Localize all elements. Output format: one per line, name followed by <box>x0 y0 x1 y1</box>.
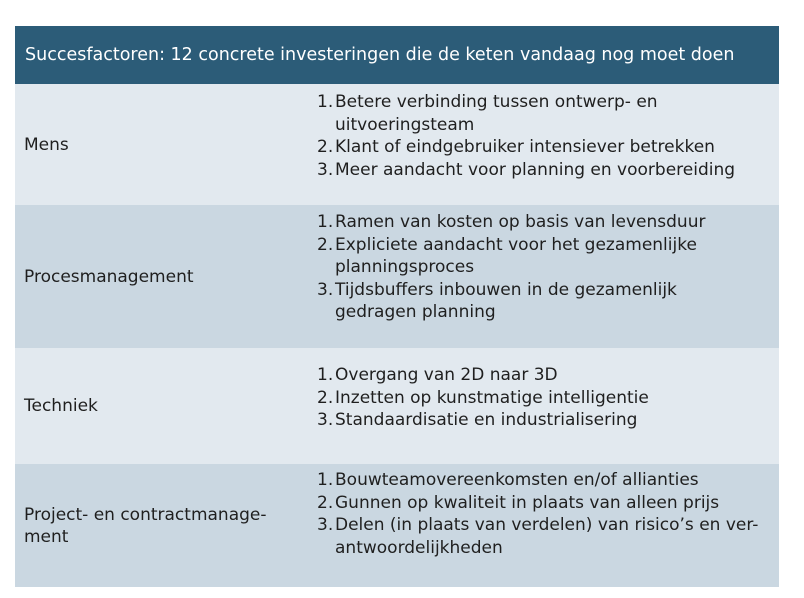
item-text: Expliciete aandacht voor het gezamenlijke <box>335 234 697 255</box>
item-number: 2. <box>317 492 334 513</box>
category-label-line: Project- en contractmanage- <box>24 504 267 525</box>
item-text: planningsproces <box>335 257 475 277</box>
success-factors-table <box>15 26 779 587</box>
list-item <box>317 211 777 234</box>
list-item <box>317 364 777 387</box>
item-text: gedragen planning <box>335 302 496 322</box>
list-item <box>317 492 777 515</box>
item-number: 2. <box>317 137 334 157</box>
item-number: 1. <box>317 212 334 232</box>
item-text: Standaardisatie en industrialisering <box>335 410 638 430</box>
item-text: Meer aandacht voor planning en voorbereiding <box>335 159 736 180</box>
list-item <box>317 469 777 492</box>
item-list <box>317 469 777 559</box>
list-item <box>317 159 777 182</box>
list-item <box>317 514 777 559</box>
item-list <box>317 364 777 432</box>
item-text: uitvoeringsteam <box>335 114 475 135</box>
category-label: Mens <box>24 134 69 155</box>
list-item <box>317 91 777 136</box>
item-text: Gunnen op kwaliteit in plaats van alleen prijs <box>335 492 720 513</box>
item-number: 2. <box>317 234 334 255</box>
table-row-techniek <box>15 348 779 464</box>
item-text: Delen (in plaats van verdelen) van risico’s en ver- <box>335 515 759 535</box>
item-number: 3. <box>317 410 334 430</box>
item-number: 2. <box>317 387 334 408</box>
category-label: Procesmanagement <box>24 266 194 287</box>
list-item <box>317 409 777 432</box>
list-item <box>317 234 777 279</box>
category-label <box>24 464 294 587</box>
item-list <box>317 211 777 324</box>
table-header: Succesfactoren: 12 concrete investeringen die de keten vandaag nog moet doen <box>15 26 779 84</box>
table-row-mens <box>15 84 779 205</box>
category-label-line: ment <box>24 526 69 547</box>
list-item <box>317 387 777 410</box>
item-number: 1. <box>317 470 334 490</box>
item-text: Overgang van 2D naar 3D <box>335 365 558 385</box>
item-text: Bouwteamovereenkomsten en/of allianties <box>335 470 699 490</box>
item-text: Klant of eindgebruiker intensiever betrekken <box>335 137 715 157</box>
item-number: 3. <box>317 279 334 300</box>
item-text: Tijdsbuffers inbouwen in de gezamenlijk <box>335 279 677 300</box>
item-list <box>317 91 777 181</box>
item-number: 1. <box>317 365 334 385</box>
item-text: Inzetten op kunstmatige intelligentie <box>335 387 649 408</box>
item-number: 1. <box>317 92 334 112</box>
list-item <box>317 136 777 159</box>
item-text: Ramen van kosten op basis van levensduur <box>335 212 706 232</box>
item-number: 3. <box>317 159 334 180</box>
item-text: antwoordelijkheden <box>335 537 503 558</box>
list-item <box>317 279 777 324</box>
category-label: Techniek <box>24 396 98 416</box>
item-number: 3. <box>317 515 334 535</box>
table-row-project-contractmanagement <box>15 464 779 587</box>
table-row-procesmanagement <box>15 205 779 348</box>
item-text: Betere verbinding tussen ontwerp- en <box>335 92 658 112</box>
